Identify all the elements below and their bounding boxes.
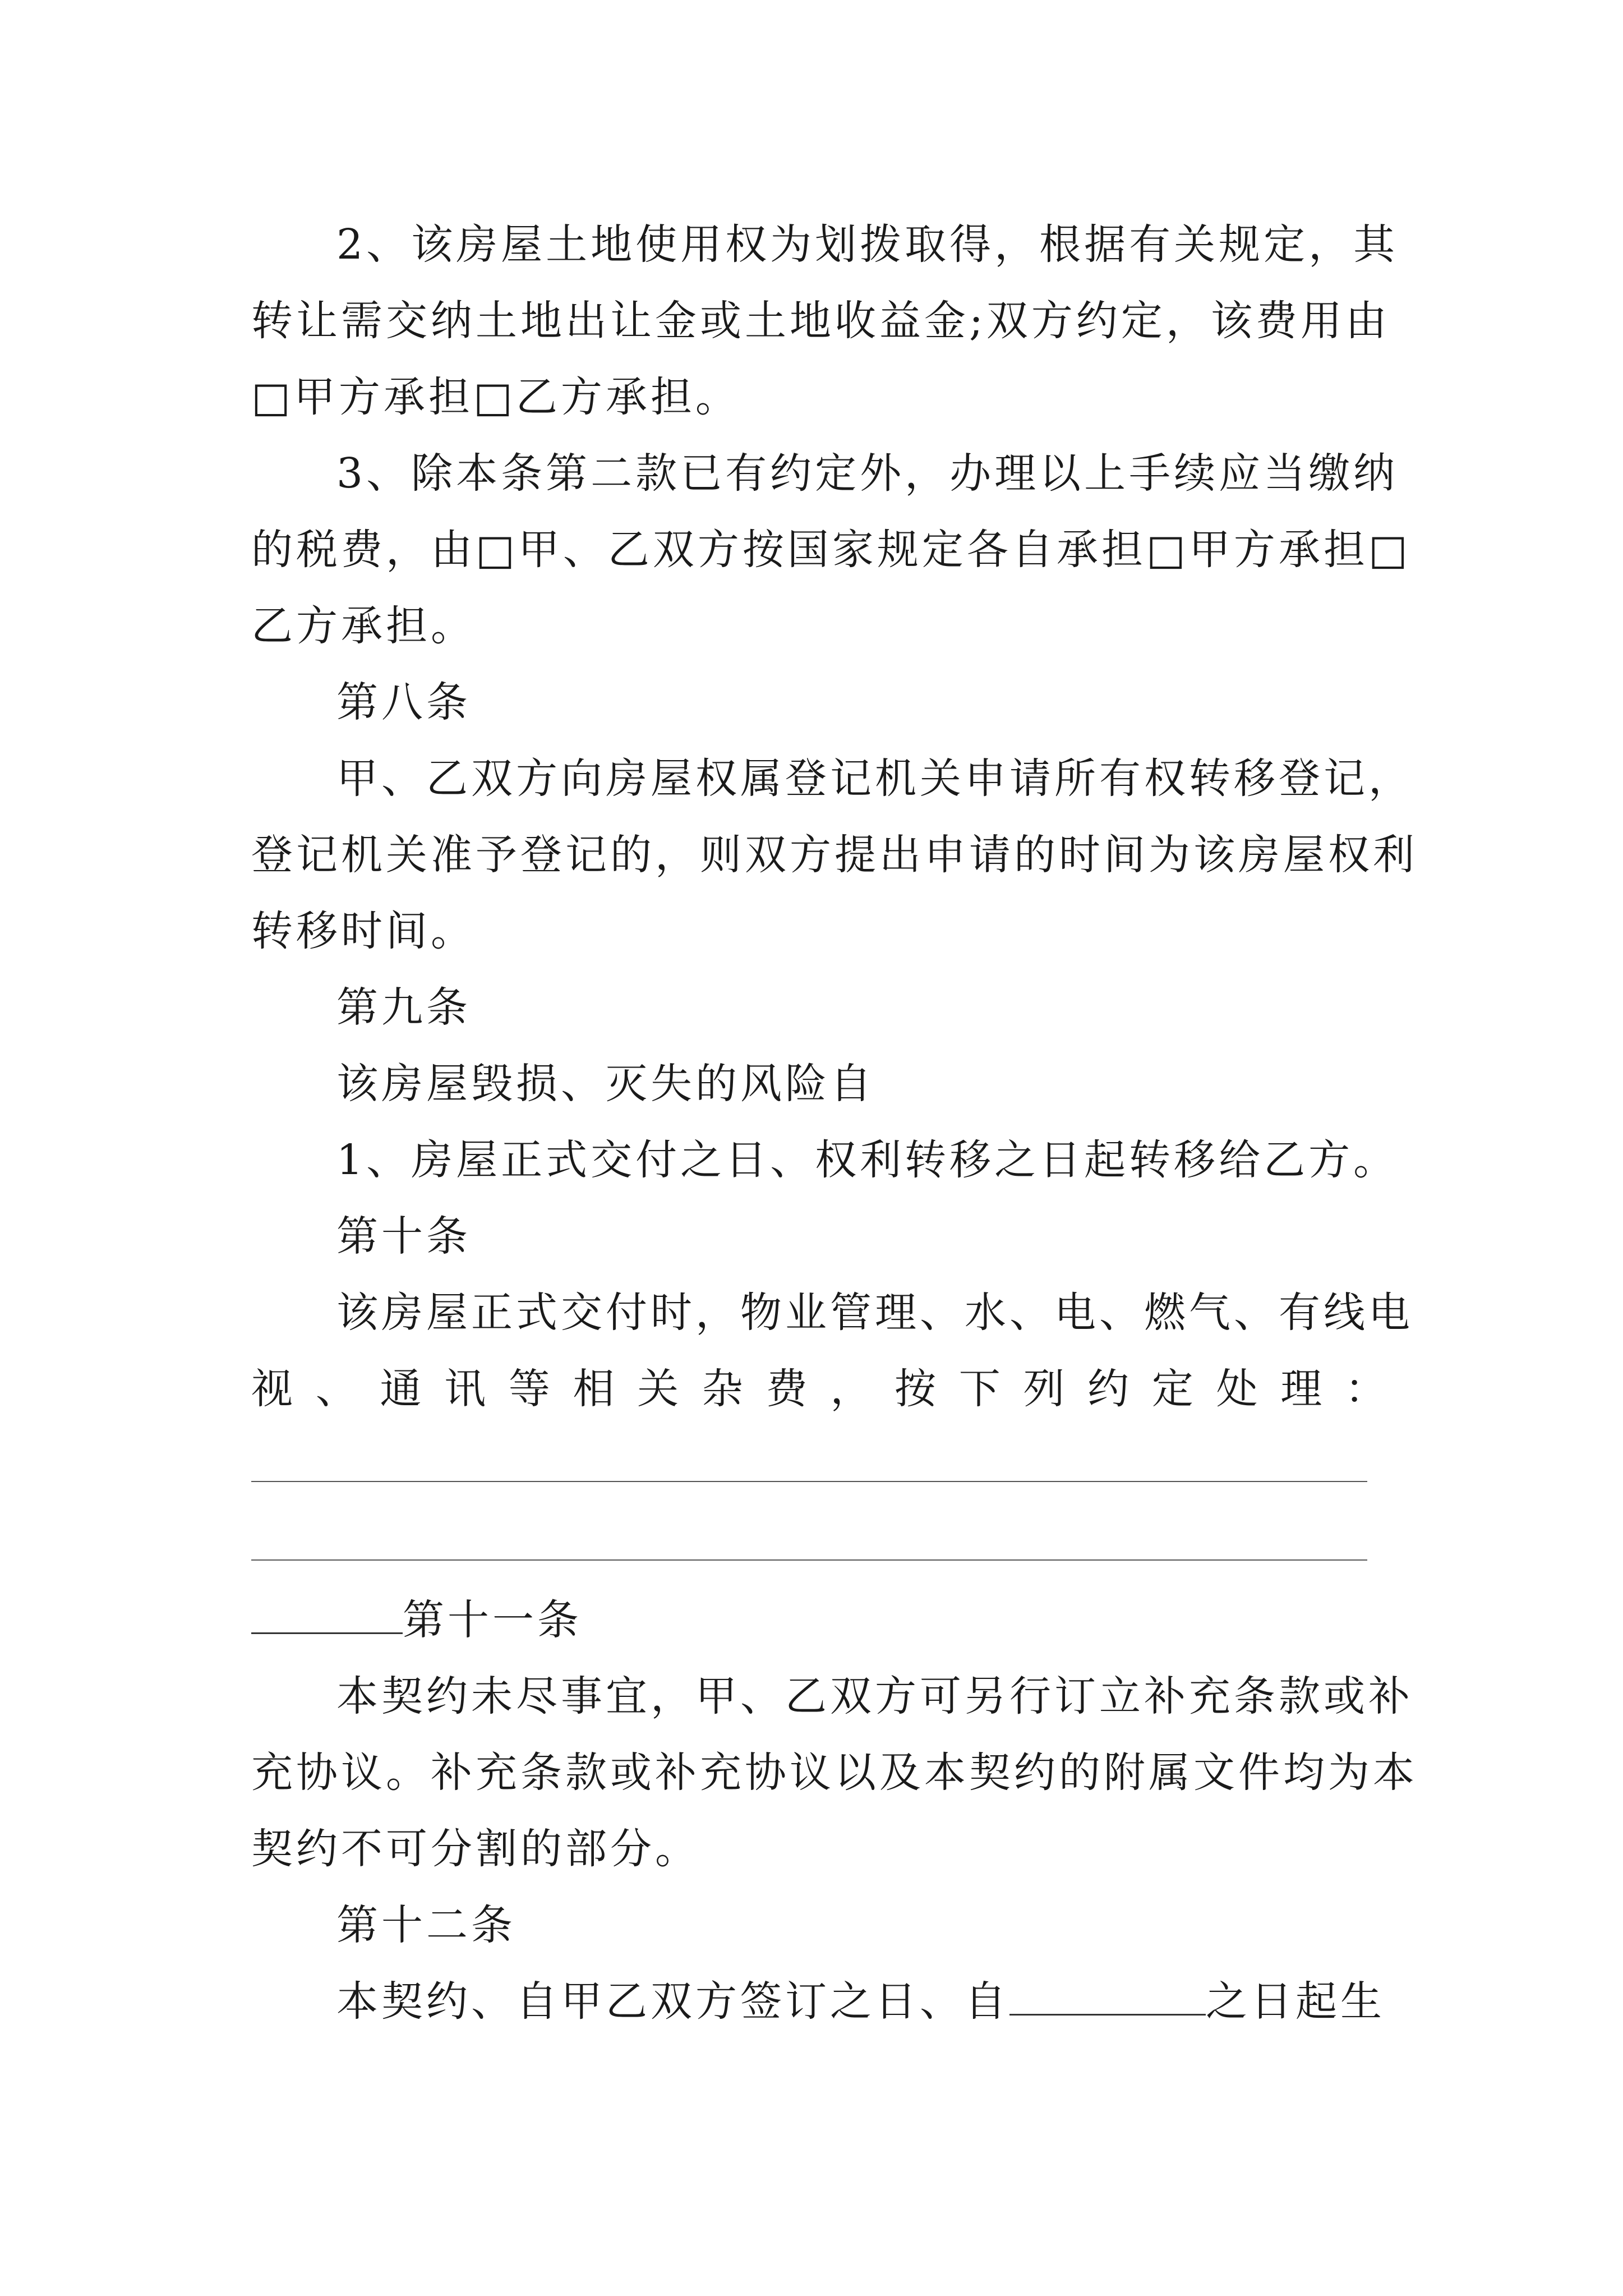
paragraph-line: 3、除本条第二款已有约定外，办理以上手续应当缴纳 — [336, 449, 1399, 498]
paragraph-line: 该房屋正式交付时，物业管理、水、电、燃气、有线电 — [336, 1289, 1413, 1337]
blank-underline — [251, 1596, 403, 1634]
paragraph-line: 甲、乙双方向房屋权属登记机关申请所有权转移登记， — [336, 754, 1413, 803]
blank-underline — [1009, 1978, 1206, 2016]
article-heading: 第十二条 — [336, 1901, 516, 1949]
paragraph-text: 本契约、自甲乙双方签订之日、自 — [336, 1977, 1009, 2026]
paragraph-line: 的税费，由□甲、乙双方按国家规定各自承担□甲方承担□ — [251, 526, 1411, 574]
paragraph-line: 乙方承担。 — [251, 602, 476, 650]
paragraph-line: 本契约未尽事宜，甲、乙双方可另行订立补充条款或补 — [336, 1672, 1413, 1720]
article-heading-line — [251, 1592, 1149, 1648]
article-heading: 第十一条 — [403, 1596, 582, 1644]
blank-fill-line — [251, 1559, 1367, 1561]
paragraph-line: 视、通讯等相关杂费，按下列约定处理： — [251, 1365, 1390, 1413]
article-heading: 第八条 — [336, 678, 471, 726]
paragraph-line: 转移时间。 — [251, 907, 476, 955]
paragraph-line: 契约不可分割的部分。 — [251, 1825, 700, 1873]
paragraph-line: 该房屋毁损、灭失的风险自 — [336, 1060, 875, 1108]
paragraph-line: 转让需交纳土地出让金或土地收益金;双方约定，该费用由 — [251, 297, 1390, 345]
article-heading: 第九条 — [336, 983, 471, 1032]
paragraph-line: 登记机关准予登记的，则双方提出申请的时间为该房屋权利 — [251, 831, 1418, 879]
paragraph-line — [336, 1973, 1391, 2030]
paragraph-line: 1、房屋正式交付之日、权利转移之日起转移给乙方。 — [336, 1136, 1399, 1184]
paragraph-text: 之日起生 — [1206, 1977, 1385, 2026]
blank-fill-line — [251, 1481, 1367, 1482]
article-heading: 第十条 — [336, 1212, 471, 1260]
paragraph-line: 充协议。补充条款或补充协议以及本契约的附属文件均为本 — [251, 1749, 1418, 1797]
paragraph-line: □甲方承担□乙方承担。 — [251, 373, 740, 421]
paragraph-line: 2、该房屋土地使用权为划拨取得，根据有关规定，其 — [336, 220, 1399, 269]
